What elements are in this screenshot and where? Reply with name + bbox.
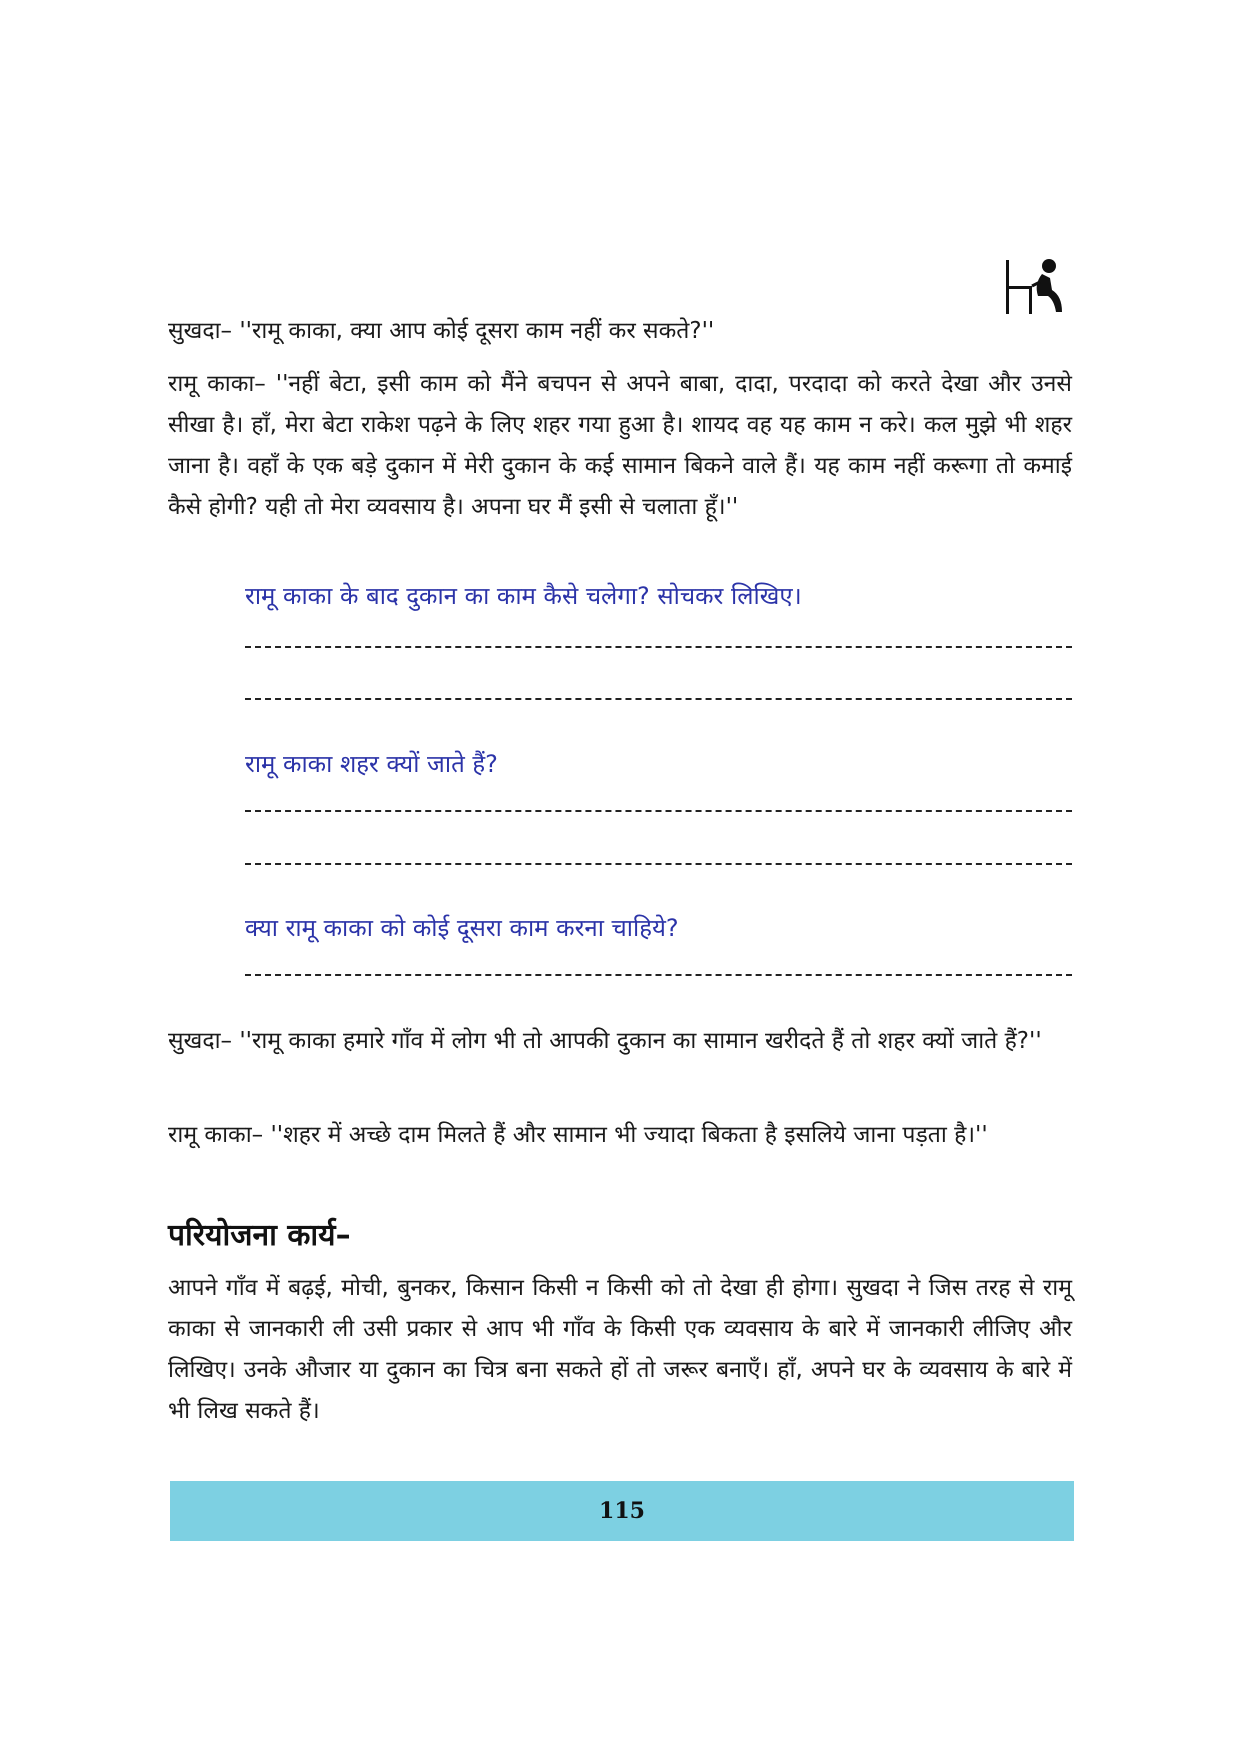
dialog-ramu-2: रामू काका– ''शहर में अच्छे दाम मिलते हैं और सामान भी ज्यादा बिकता है इसलिये जाना पड़ता है।''	[168, 1122, 988, 1148]
answer-line[interactable]	[245, 646, 1072, 648]
dialog-ramu-1: रामू काका– ''नहीं बेटा, इसी काम को मैंने बचपन से अपने बाबा, दादा, परदादा को करते देखा और उनसे सीखा है। हाँ, मेरा बेटा राकेश पढ़ने के लिए शहर गया हुआ है। शायद वह यह काम न करे। कल मुझे भी शहर जाना है। वहाँ के एक बड़े दुकान में मेरी दुकान के कई सामान बिकने वाले हैं। यह काम नहीं करूगा तो कमाई कैसे होगी? यही तो मेरा व्यवसाय है। अपना घर मैं इसी से चलाता हूँ।''	[168, 371, 1072, 520]
question-2: रामू काका शहर क्यों जाते हैं?	[245, 750, 498, 778]
page-footer	[170, 1481, 1074, 1541]
page-number: 115	[599, 1498, 645, 1524]
dialog-sukhda-1: सुखदा– ''रामू काका, क्या आप कोई दूसरा काम नहीं कर सकते?''	[168, 318, 715, 344]
child-writing-at-desk-icon	[1004, 256, 1066, 316]
question-3: क्या रामू काका को कोई दूसरा काम करना चाहिये?	[245, 914, 679, 942]
answer-line[interactable]	[245, 810, 1072, 812]
project-heading: परियोजना कार्य–	[168, 1218, 351, 1253]
question-1: रामू काका के बाद दुकान का काम कैसे चलेगा? सोचकर लिखिए।	[245, 582, 802, 610]
project-text: आपने गाँव में बढ़ई, मोची, बुनकर, किसान किसी न किसी को तो देखा ही होगा। सुखदा ने जिस तरह से रामू काका से जानकारी ली उसी प्रकार से आप भी गाँव के किसी एक व्यवसाय के बारे में जानकारी लीजिए और लिखिए। उनके औजार या दुकान का चित्र बना सकते हों तो जरूर बनाएँ। हाँ, अपने घर के व्यवसाय के बारे में भी लिख सकते हैं।	[168, 1275, 1072, 1424]
answer-line[interactable]	[245, 974, 1072, 976]
dialog-sukhda-2: सुखदा– ''रामू काका हमारे गाँव में लोग भी तो आपकी दुकान का सामान खरीदते हैं तो शहर क्यों जाते हैं?''	[168, 1028, 1042, 1054]
answer-line[interactable]	[245, 863, 1072, 865]
answer-line[interactable]	[245, 698, 1072, 700]
